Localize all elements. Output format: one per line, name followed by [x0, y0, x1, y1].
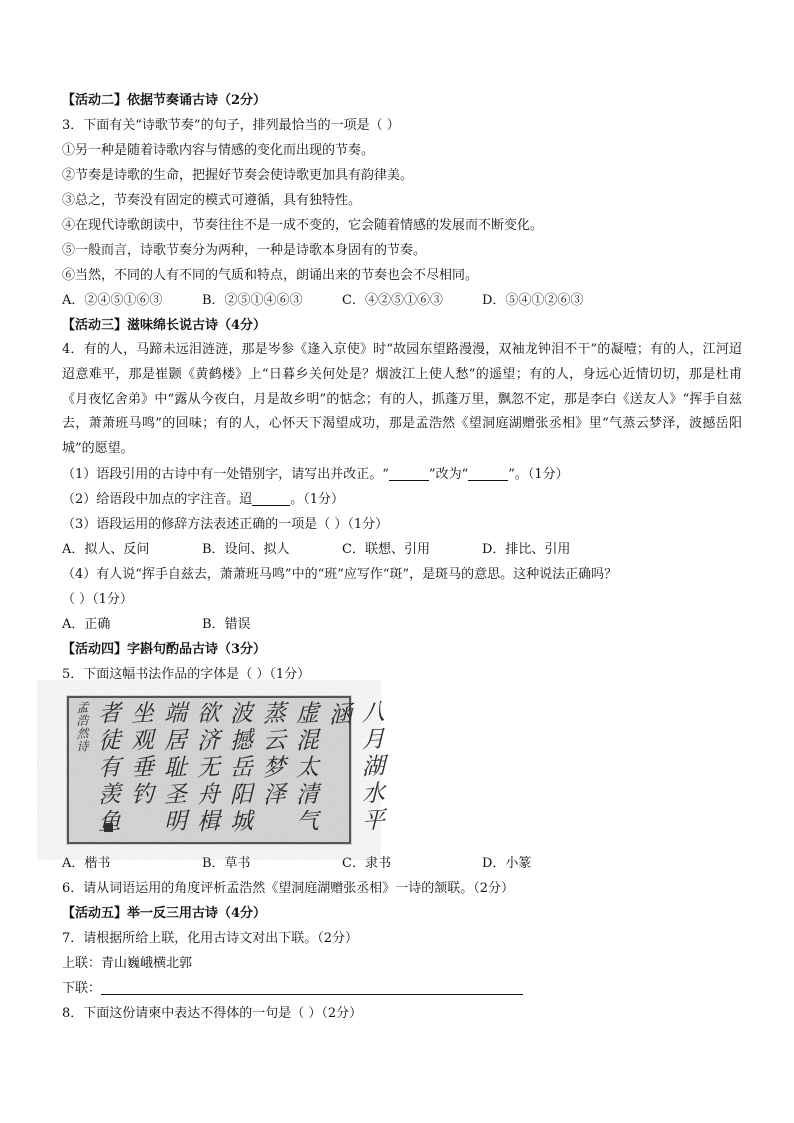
q4-sub1-text-a: （1）语段引用的古诗中有一处错别字，请写出并改正。“ — [62, 466, 389, 482]
q4-sub4: （4）有人说“挥手自兹去，萧萧班马鸣”中的“班”应写作“斑”，是斑马的意思。这种说法正确吗？ — [62, 566, 618, 582]
q4-sub3-option-d[interactable]: D．排比、引用 — [482, 541, 571, 557]
q3-option-c[interactable]: C．④②⑤①⑥③ — [342, 293, 443, 308]
calligraphy-signature: 孟浩然诗 — [75, 700, 89, 754]
q5-option-c[interactable]: C．隶书 — [342, 855, 391, 871]
q4-sub1-text-c: ”。（1分） — [508, 466, 569, 482]
q4-sub2-blank[interactable] — [252, 491, 290, 506]
q4-sub4-paren: （ ）（1分） — [62, 591, 133, 607]
q4-sub4-option-b[interactable]: B．错误 — [202, 616, 251, 632]
calligraphy-col-7: 坐观垂钓 — [127, 700, 153, 810]
q7-lower-label: 下联： — [62, 980, 102, 996]
q3-sentence-1: ①另一种是随着诗歌内容与情感的变化而出现的节奏。 — [62, 143, 375, 158]
q3-option-a[interactable]: A．②④⑤①⑥③ — [62, 293, 163, 308]
calligraphy-col-3: 蒸云梦泽 — [259, 700, 285, 810]
q4-sub1-text-b: ”改为“ — [428, 466, 469, 482]
q4-sub1 — [62, 462, 742, 487]
q4-sub1-blank-correct[interactable] — [468, 466, 508, 481]
q4-sub3-options — [62, 537, 742, 562]
q3-option-b[interactable]: B．②⑤①④⑥③ — [202, 293, 303, 308]
q7-upper-couplet: 上联：青山巍峨横北郭 — [62, 955, 193, 971]
q5-options — [62, 851, 742, 876]
q3-sentence-4: ④在现代诗歌朗读中，节奏往往不是一成不变的，它会随着情感的发展而不断变化。 — [62, 218, 544, 233]
q4-paragraph: 4．有的人，马蹄未远泪涟涟，那是岑参《逢入京使》时“故园东望路漫漫，双袖龙钟泪不干”的凝噎；有的人，江河迢迢意难平，那是崔颢《黄鹤楼》上“日暮乡关何处是？烟波江上使人愁”的遥望；有的人，身远心近情切切，那是杜甫《月夜忆舍弟》中“露从今夜白，月是故乡明”的惦念；有的人，抓蓬万里，飘忽不定，那是李白《送友人》“挥手自兹去，萧萧班马鸣”的回味；有的人，心怀天下渴望成功，那是孟浩然《望洞庭湖赠张丞相》里“气蒸云梦泽，波撼岳阳城”的愿望。 — [62, 342, 742, 457]
calligraphy-col-2: 虚混太清气 — [292, 700, 318, 837]
q4-sub3-option-b[interactable]: B．设问、拟人 — [202, 541, 290, 557]
q4-sub2-text-a: （2）给语段中加点的字注音。迢 — [62, 491, 253, 507]
activity5-heading: 【活动五】举一反三用古诗（4分） — [62, 905, 267, 921]
q7-answer-line[interactable] — [101, 980, 523, 995]
calligraphy-col-1: 八月湖水平涵 — [325, 698, 384, 836]
q3-option-d[interactable]: D．⑤④①②⑥③ — [482, 293, 584, 308]
q3-sentence-5: ⑤一般而言，诗歌节奏分为两种，一种是诗歌本身固有的节奏。 — [62, 243, 427, 258]
calligraphy-col-6: 端居耻圣明 — [160, 700, 186, 837]
q4-sub3-option-a[interactable]: A．拟人、反问 — [62, 541, 150, 557]
q7-lower-couplet — [62, 976, 742, 1001]
q3-sentence-6: ⑥当然，不同的人有不同的气质和特点，朗诵出来的节奏也会不尽相同。 — [62, 268, 479, 283]
calligraphy-col-5: 欲济无舟楫 — [193, 700, 219, 837]
q5-option-b[interactable]: B．草书 — [202, 855, 251, 871]
q4-sub1-blank-wrong[interactable] — [389, 466, 429, 481]
q4-sub3-option-c[interactable]: C．联想、引用 — [342, 541, 430, 557]
exam-page — [62, 88, 742, 1026]
q3-stem: 3．下面有关“诗歌节奏”的句子，排列最恰当的一项是（ ） — [62, 118, 400, 133]
calligraphy-glyphs — [66, 695, 384, 845]
activity2-heading: 【活动二】依据节奏诵古诗（2分） — [62, 93, 267, 108]
calligraphy-image — [66, 695, 384, 845]
q4-sub4-options — [62, 612, 742, 637]
calligraphy-col-4: 波撼岳阳城 — [226, 700, 252, 837]
q4-sub2-text-b: 。（1分） — [290, 491, 345, 507]
q3-sentence-3: ③总之，节奏没有固定的模式可遵循，具有独特性。 — [62, 193, 362, 208]
q4-sub3: （3）语段运用的修辞方法表述正确的一项是（ ）（1分） — [62, 516, 389, 532]
q4-sub4-option-a[interactable]: A．正确 — [62, 616, 111, 632]
q5-stem: 5．下面这幅书法作品的字体是（ ）（1分） — [62, 666, 311, 682]
calligraphy-col-8: 者徒有羡鱼 — [94, 700, 120, 837]
q5-option-d[interactable]: D．小篆 — [482, 855, 532, 871]
q7-stem: 7．请根据所给上联，化用古诗文对出下联。（2分） — [62, 930, 359, 946]
q4-sub2 — [62, 487, 742, 512]
q5-option-a[interactable]: A．楷书 — [62, 855, 111, 871]
q3-sentence-2: ②节奏是诗歌的生命，把握好节奏会使诗歌更加具有韵律美。 — [62, 168, 414, 183]
q8-stem: 8．下面这份请柬中表达不得体的一句是（ ）（2分） — [62, 1005, 363, 1021]
q3-options — [62, 288, 742, 313]
activity4-heading: 【活动四】字斟句酌品古诗（3分） — [62, 641, 267, 657]
activity3-heading: 【活动三】滋味绵长说古诗（4分） — [62, 318, 267, 333]
q6-stem: 6．请从词语运用的角度评析孟浩然《望洞庭湖赠张丞相》一诗的颔联。（2分） — [62, 880, 515, 896]
